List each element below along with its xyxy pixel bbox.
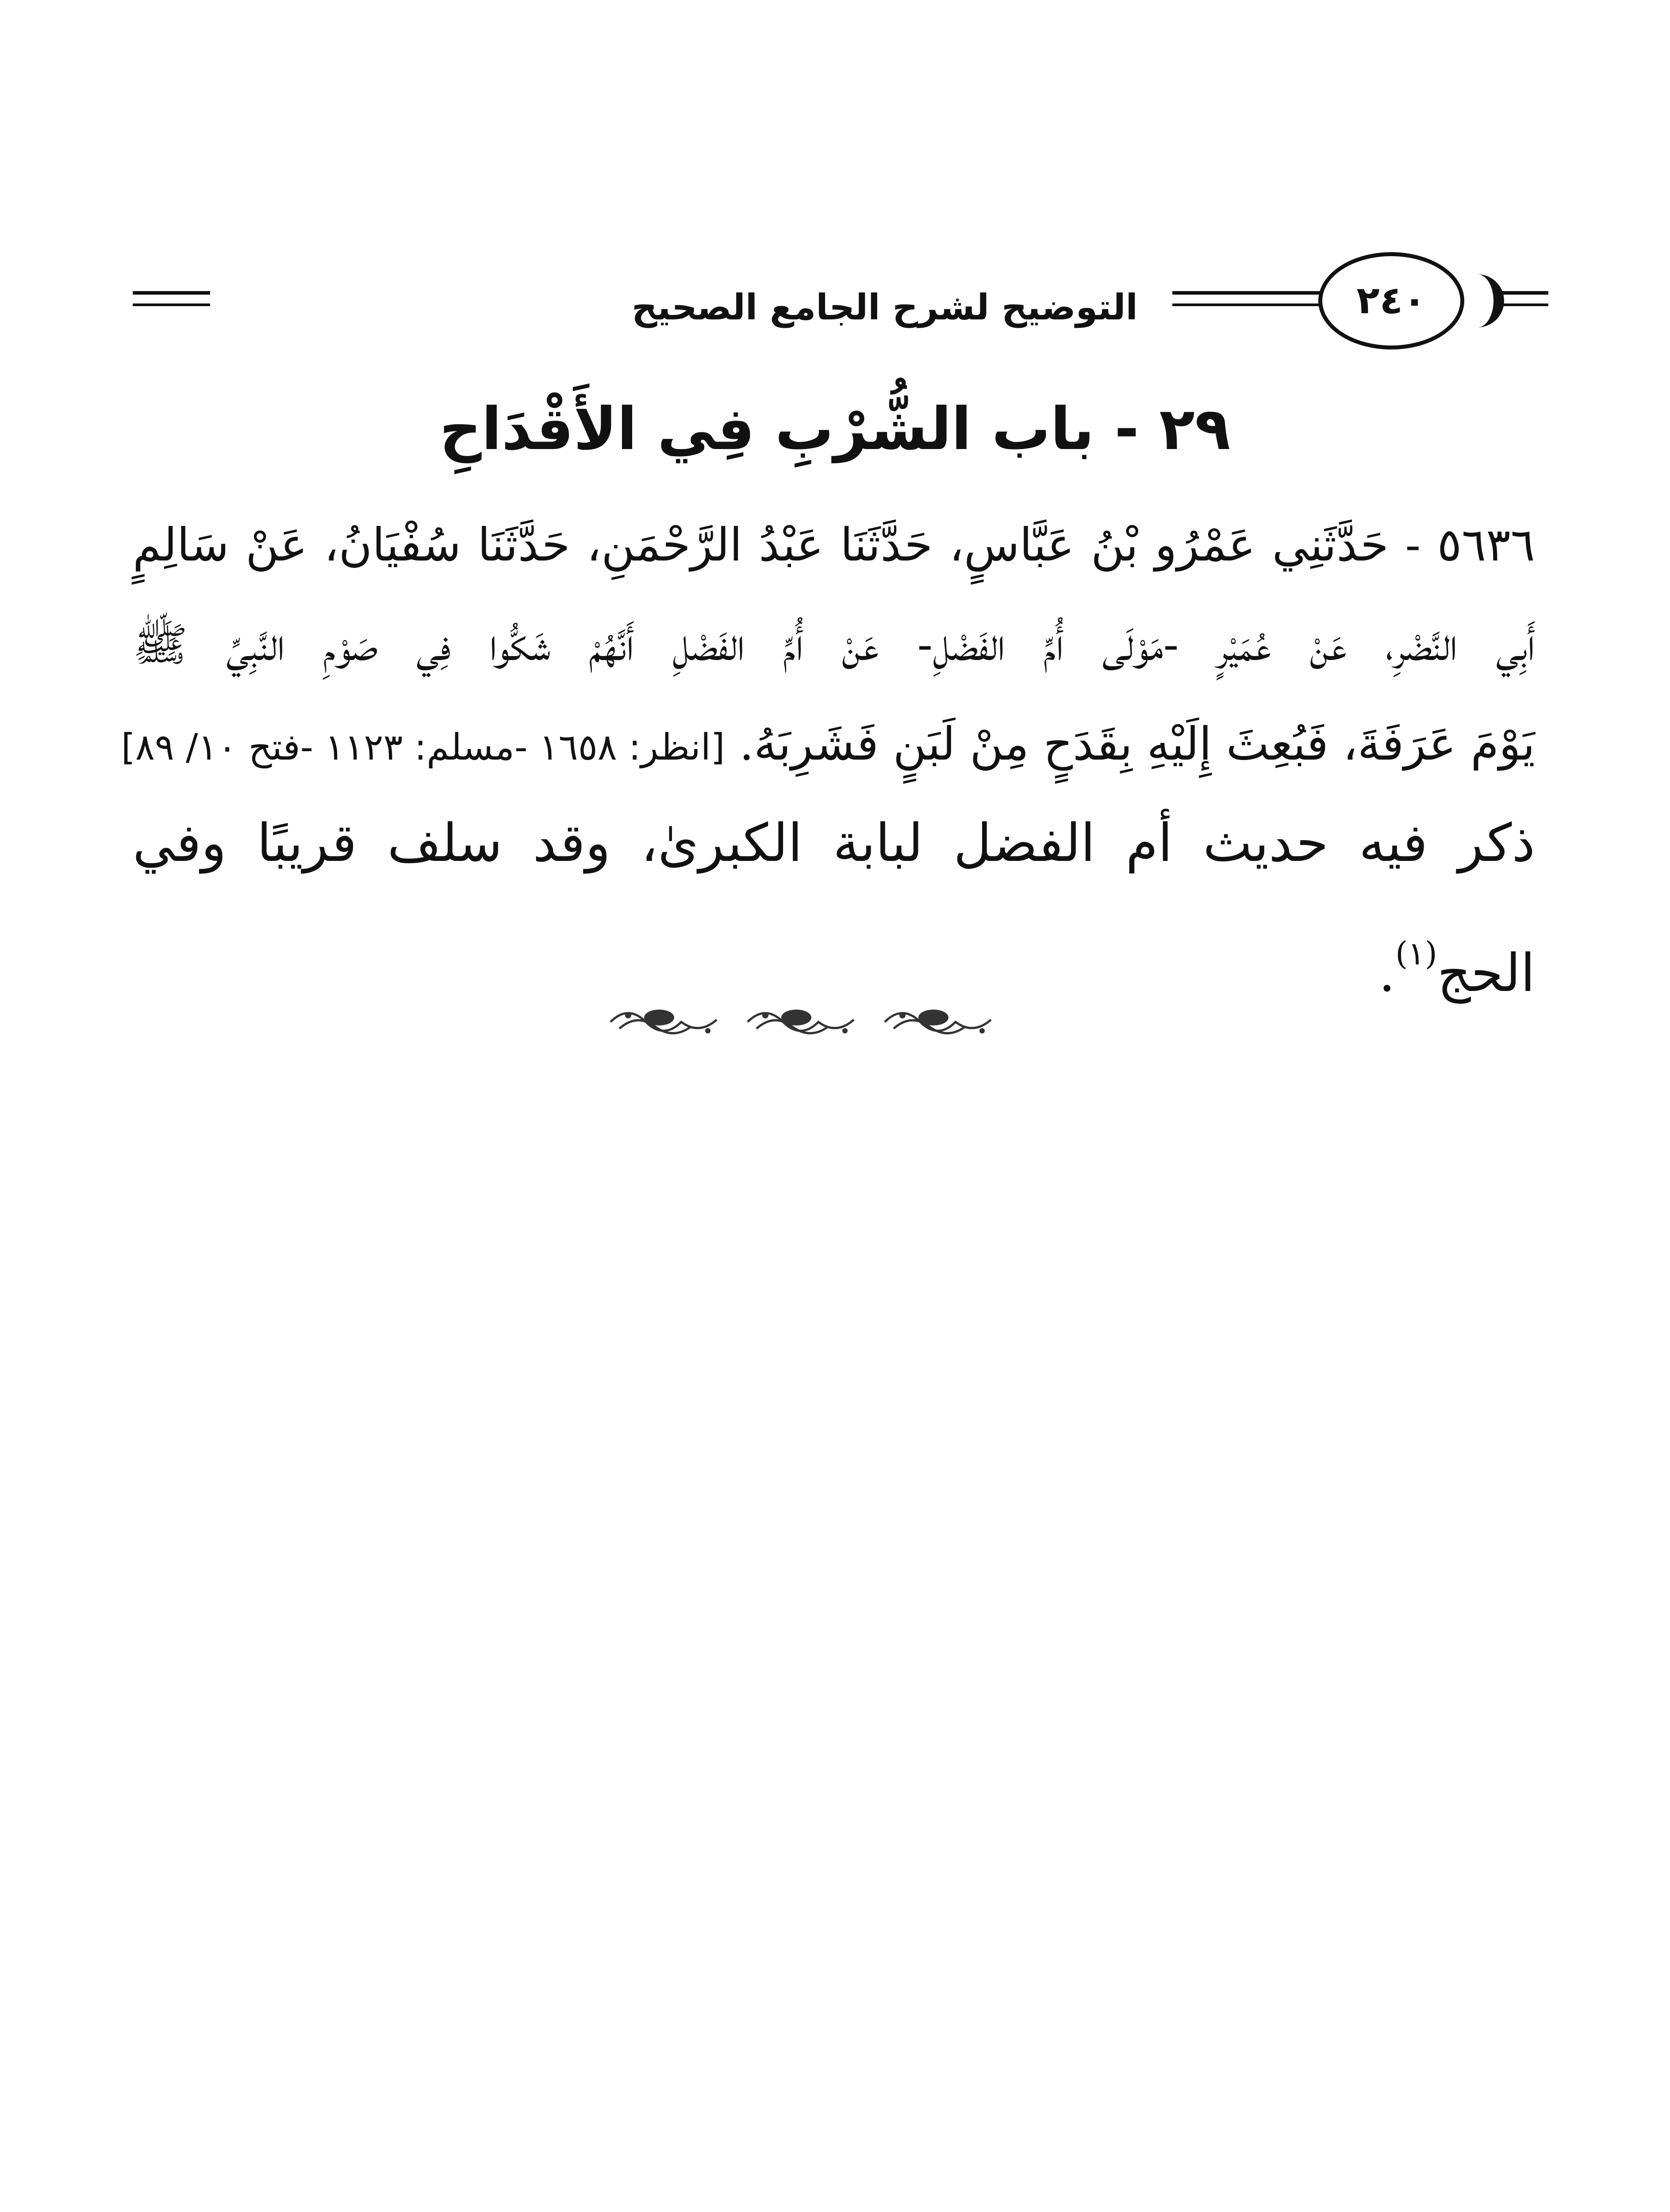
header-rule-middle-top <box>1172 291 1323 295</box>
header-rule-middle-bottom <box>1172 303 1323 306</box>
badge-ornament-icon <box>1455 274 1504 327</box>
running-header-title: التوضيح لشرح الجامع الصحيح <box>632 287 1138 328</box>
footnote-marker: (١) <box>1395 935 1437 972</box>
section-divider-ornament-icon <box>602 995 1009 1048</box>
hadith-text <box>121 495 1535 794</box>
commentary-line: ذكر فيه حديث أم الفضل لبابة الكبرىٰ، وقد سلف قريبًا وفي <box>133 812 1535 873</box>
hadith-reference: [انظر: ١٦٥٨ -مسلم: ١١٢٣ -فتح ١٠/ ٨٩] <box>121 726 725 768</box>
commentary-period: . <box>1378 942 1396 1003</box>
commentary-paragraph <box>133 787 1535 1009</box>
running-header <box>133 248 1548 358</box>
hadith-line-text: يَوْمَ عَرَفَةَ، فَبُعِثَ إِلَيْهِ بِقَدَحٍ مِنْ لَبَنٍ فَشَرِبَهُ. <box>739 718 1535 771</box>
hadith-line-last <box>121 695 1535 794</box>
chapter-heading: ٢٩ - باب الشُّرْبِ فِي الأَقْدَاحِ <box>439 395 1231 463</box>
hadith-line: ٥٦٣٦ - حَدَّثَنِي عَمْرُو بْنُ عَبَّاسٍ، حَدَّثَنَا عَبْدُ الرَّحْمَنِ، حَدَّثَنَا سُفْيَانُ، عَنْ سَالِمٍ <box>133 518 1535 572</box>
header-rule-left-bottom <box>133 303 210 306</box>
hadith-line: أَبِي النَّضْرِ، عَنْ عُمَيْرٍ -مَوْلَى أُمِّ الفَضْلِ- عَنْ أُمِّ الفَضْلِ أَنَّهُمْ شَكُّوا فِي صَوْمِ النَّبِيِّ ﷺ <box>133 618 1535 671</box>
page-number-badge <box>1318 252 1464 349</box>
commentary-text: الحج <box>1437 942 1535 1003</box>
header-rule-right-bottom <box>1500 303 1548 306</box>
page-number: ٢٤٠ <box>1356 278 1426 323</box>
header-rule-right-top <box>1500 291 1548 295</box>
header-rule-left-top <box>133 291 210 295</box>
commentary-line-last <box>133 898 1535 1009</box>
